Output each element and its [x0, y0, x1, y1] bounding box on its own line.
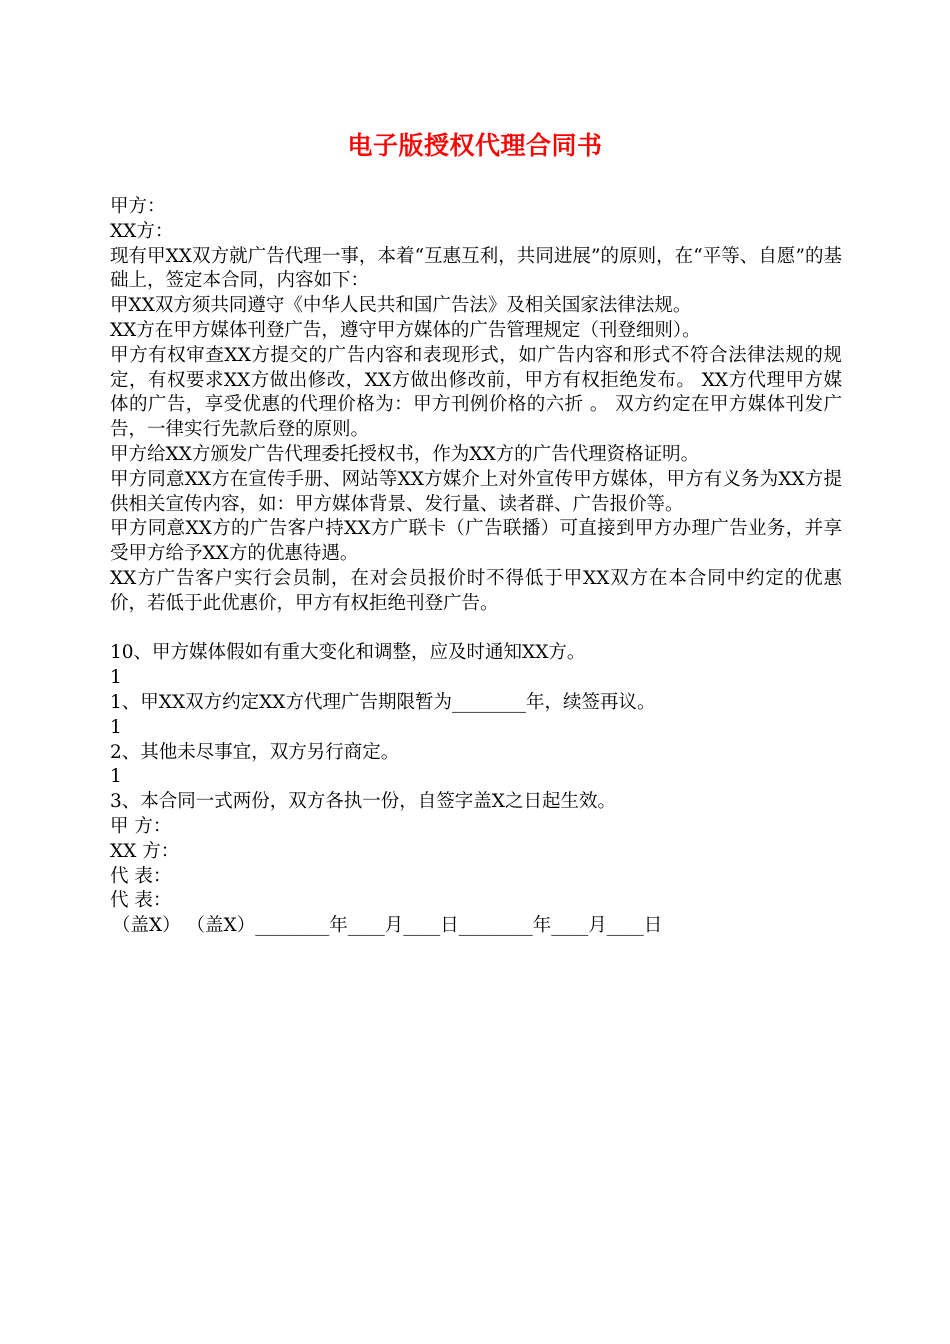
signature-party-b: XX 方： [110, 840, 180, 862]
party-b-label: XX方： [110, 220, 174, 242]
seal-date-line: （盖X） （盖X）________年____月____日________年____月____日 [112, 915, 663, 937]
clause-paragraph: XX方在甲方媒体刊登广告，遵守甲方媒体的广告管理规定（刊登细则）。 [110, 319, 701, 341]
page-number-fragment: 1 [110, 716, 122, 738]
numbered-clause: 10、甲方媒体假如有重大变化和调整，应及时通知XX方。 [110, 642, 586, 664]
party-a-label: 甲方： [110, 196, 166, 217]
preamble-paragraph: 现有甲XX双方就广告代理一事，本着“互惠互利，共同进展”的原则，在“平等、自愿”的基础上，签定本合同，内容如下： [110, 245, 842, 292]
blank-line [110, 617, 842, 642]
numbered-clause: 3、本合同一式两份，双方各执一份，自签字盖X之日起生效。 [110, 791, 616, 813]
numbered-clause: 1、甲XX双方约定XX方代理广告期限暂为________年，续签再议。 [110, 691, 656, 713]
page-number-fragment: 1 [110, 766, 122, 788]
clause-paragraph: 甲方给XX方颁发广告代理委托授权书，作为XX方的广告代理资格证明。 [110, 443, 700, 465]
numbered-clause: 2、其他未尽事宜，双方另行商定。 [110, 741, 400, 763]
clause-paragraph: 甲XX双方须共同遵守《中华人民共和国广告法》及相关国家法律法规。 [110, 295, 692, 317]
document-title: 电子版授权代理合同书 [347, 131, 603, 160]
page-number-fragment: 1 [110, 667, 122, 689]
document-body [110, 195, 842, 939]
clause-paragraph: 甲方有权审查XX方提交的广告内容和表现形式，如广告内容和形式不符合法律法规的规定，有权要求XX方做出修改，XX方做出修改前，甲方有权拒绝发布。 XX方代理甲方媒体的广告，享受优惠的代理价格为：甲方刊例价格的六折 。 双方约定在甲方媒体刊发广告，一律实行先款后登的原则。 [110, 344, 842, 441]
clause-paragraph: XX方广告客户实行会员制，在对会员报价时不得低于甲XX双方在本合同中约定的优惠价，若低于此优惠价，甲方有权拒绝刊登广告。 [110, 567, 842, 614]
signature-representative-b: 代 表： [110, 890, 172, 912]
clause-paragraph: 甲方同意XX方的广告客户持XX方广联卡（广告联播）可直接到甲方办理广告业务，并享受甲方给予XX方的优惠待遇。 [110, 518, 842, 565]
signature-party-a: 甲 方： [110, 815, 172, 837]
signature-representative-a: 代 表： [110, 865, 172, 887]
clause-paragraph: 甲方同意XX方在宣传手册、网站等XX方媒介上对外宣传甲方媒体，甲方有义务为XX方提供相关宣传内容，如：甲方媒体背景、发行量、读者群、广告报价等。 [110, 468, 842, 515]
